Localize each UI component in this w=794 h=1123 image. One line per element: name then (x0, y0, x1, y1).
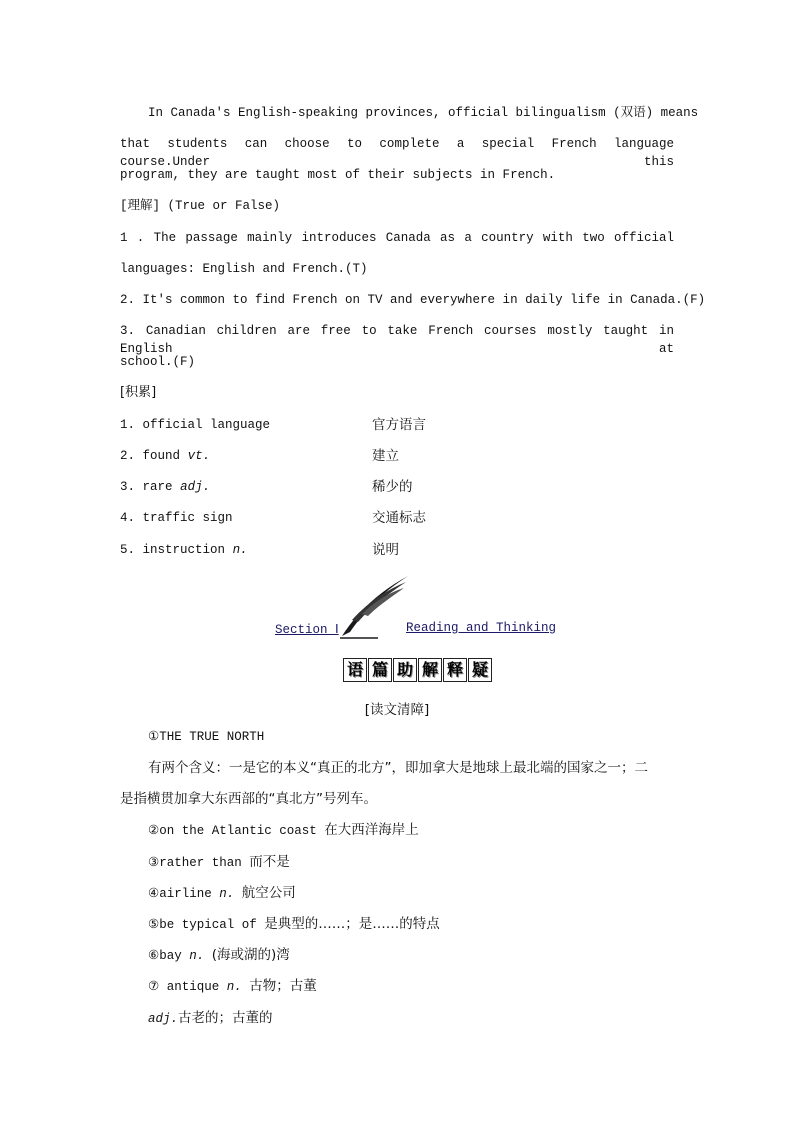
vocab-row (120, 541, 674, 561)
accumulation-heading: [积累] (120, 385, 157, 400)
note-6: ⑥bay n. (海或湖的)湾 (148, 947, 290, 963)
note-2: ②on the Atlantic coast 在大西洋海岸上 (148, 822, 419, 838)
banner-char: 语 (343, 658, 367, 682)
subheading: [读文清障] (364, 702, 430, 718)
comprehension-heading: [理解] (True or False) (120, 199, 281, 213)
vocab-term: 3. rare adj. (120, 480, 211, 494)
note-7: ⑦ antique n. 古物；古董 (148, 978, 317, 994)
vocab-term: 2. found vt. (120, 449, 211, 463)
vocab-row (120, 416, 674, 436)
section-banner (343, 658, 492, 682)
note-4: ④airline n. 航空公司 (148, 885, 296, 901)
question-1-line-2: languages: English and French.(T) (120, 262, 368, 276)
vocab-row (120, 509, 674, 529)
note-1-label: ①THE TRUE NORTH (148, 730, 265, 744)
vocab-meaning: 交通标志 (372, 510, 426, 526)
vocab-row (120, 447, 674, 467)
vocab-term: 5. instruction n. (120, 543, 248, 557)
vocab-row (120, 478, 674, 498)
question-1-line-1: 1 . The passage mainly introduces Canada as a country with two official (120, 231, 674, 245)
banner-char: 篇 (368, 658, 392, 682)
question-3-line-1: 3. Canadian children are free to take French courses mostly taught in English at (120, 324, 674, 356)
note-3: ③rather than 而不是 (148, 854, 290, 870)
banner-char: 解 (418, 658, 442, 682)
passage-line-2: that students can choose to complete a special French language course.Under this (120, 137, 674, 169)
vocab-meaning: 官方语言 (372, 417, 426, 433)
note-7-adj: adj.古老的；古董的 (148, 1010, 273, 1026)
passage-line-3: program, they are taught most of their subjects in French. (120, 168, 556, 182)
section-title[interactable]: Reading and Thinking (406, 621, 557, 635)
vocab-term: 1. official language (120, 418, 271, 432)
vocab-meaning: 建立 (372, 448, 399, 464)
swoosh-decoration-icon (338, 574, 410, 640)
vocab-meaning: 稀少的 (372, 479, 413, 495)
section-label[interactable]: Section Ⅰ (275, 623, 339, 637)
note-1-desc-line-2: 是指横贯加拿大东西部的“真北方”号列车。 (120, 791, 377, 807)
question-2: 2. It's common to find French on TV and everywhere in daily life in Canada.(F) (120, 293, 706, 307)
passage-line-1: In Canada's English-speaking provinces, official bilingualism (双语) means (148, 106, 699, 120)
banner-char: 助 (393, 658, 417, 682)
vocab-meaning: 说明 (372, 542, 399, 558)
banner-char: 疑 (468, 658, 492, 682)
note-5: ⑤be typical of 是典型的……；是……的特点 (148, 916, 440, 932)
note-1-desc-line-1: 有两个含义：一是它的本义“真正的北方”，即加拿大是地球上最北端的国家之一；二 (148, 760, 648, 776)
banner-char: 释 (443, 658, 467, 682)
vocab-term: 4. traffic sign (120, 511, 233, 525)
question-3-line-2: school.(F) (120, 355, 196, 369)
